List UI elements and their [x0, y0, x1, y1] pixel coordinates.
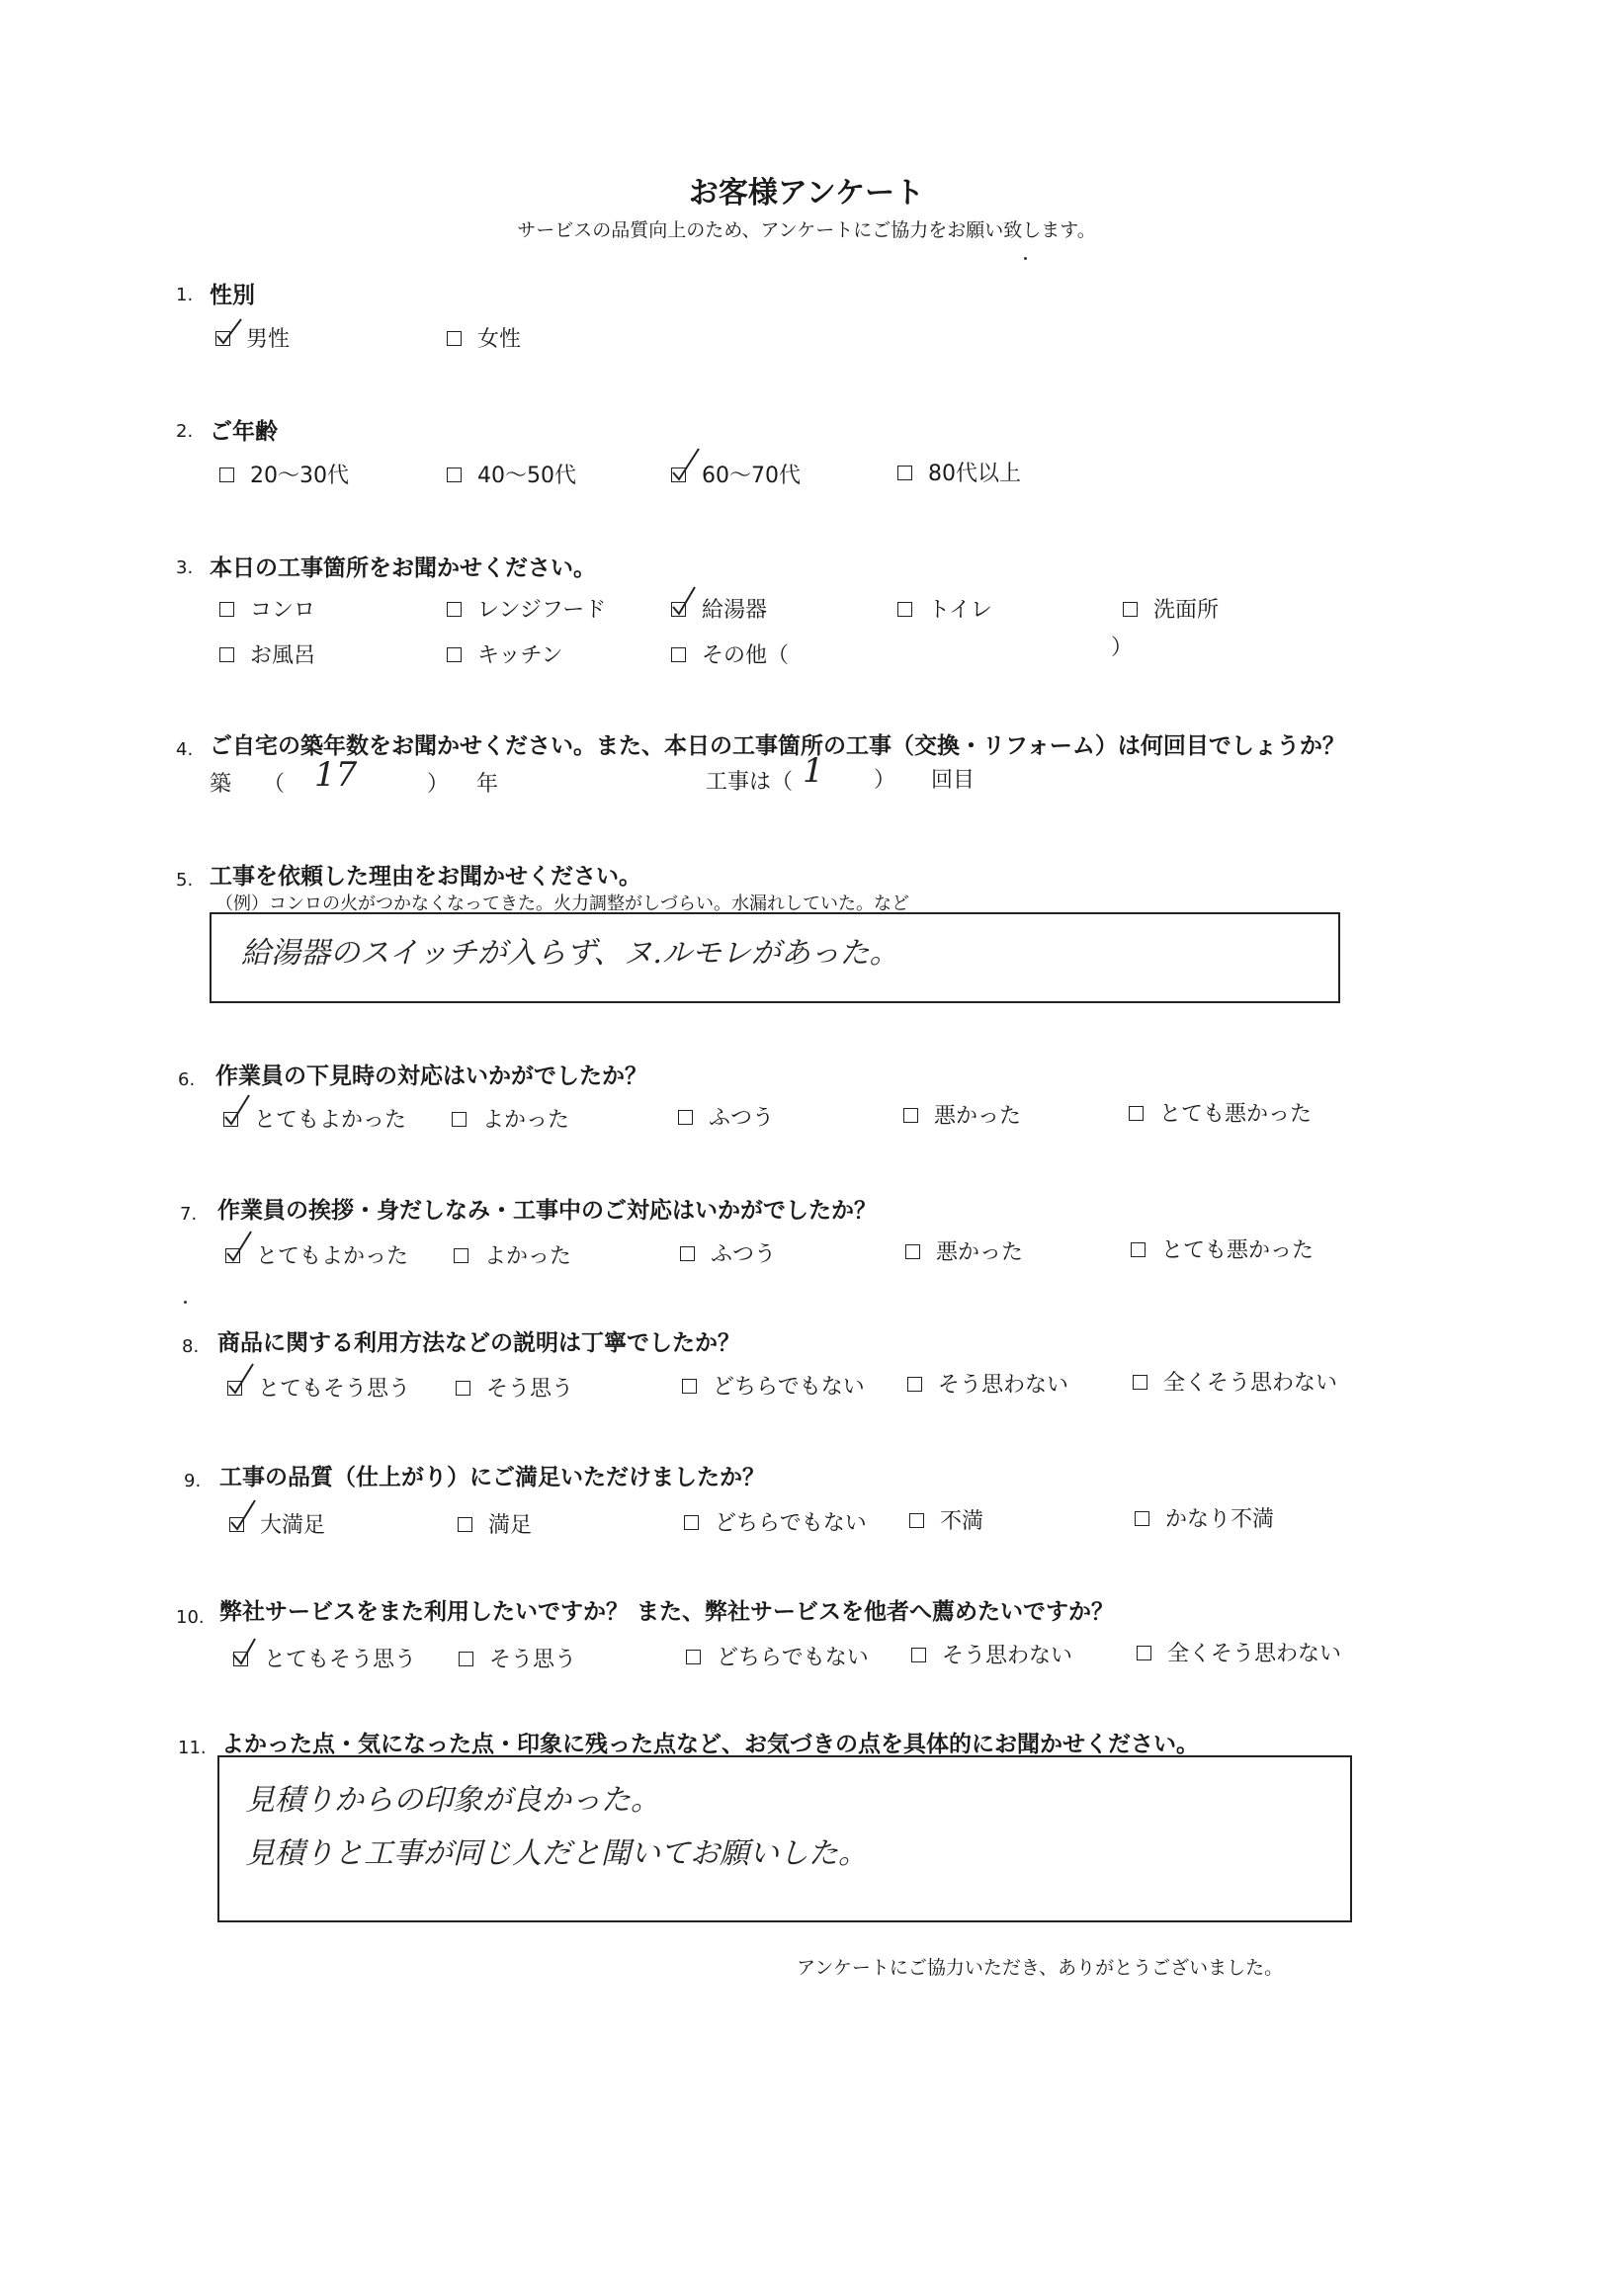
checkbox[interactable]	[903, 1108, 918, 1123]
q6-option-normal[interactable]: ふつう	[678, 1101, 774, 1132]
q1-number: 1.	[176, 285, 194, 305]
checkmark-icon	[231, 1637, 265, 1670]
checkbox[interactable]	[458, 1517, 472, 1532]
checkbox[interactable]	[219, 647, 234, 662]
q2-number: 2.	[176, 421, 194, 442]
q10-question: 弊社サービスをまた利用したいですか？ また、弊社サービスを他者へ薦めたいですか？	[219, 1599, 1115, 1625]
q6-number: 6.	[178, 1069, 196, 1090]
checkbox[interactable]	[219, 602, 234, 617]
checkbox[interactable]	[1131, 1242, 1146, 1257]
q8-option-neutral[interactable]: どちらでもない	[682, 1370, 865, 1401]
q4-nen-label: 年	[476, 772, 499, 797]
q3-option-other[interactable]: その他（	[671, 638, 789, 669]
scan-speck	[1024, 257, 1027, 260]
closing-message: アンケートにご協力いただき、ありがとうございました。	[797, 1957, 1284, 1979]
checkbox[interactable]	[684, 1515, 699, 1530]
q5-answer-box[interactable]	[210, 912, 1340, 1003]
q11-handwritten-line-2: 見積りと工事が同じ人だと聞いてお願いした。	[245, 1836, 868, 1871]
checkbox-checked[interactable]	[215, 331, 230, 346]
q7-option-normal[interactable]: ふつう	[680, 1237, 776, 1268]
q10-option-neutral[interactable]: どちらでもない	[686, 1641, 869, 1671]
checkbox[interactable]	[447, 331, 462, 346]
checkbox[interactable]	[447, 468, 462, 482]
checkbox[interactable]	[897, 466, 912, 480]
q4-number: 4.	[176, 739, 194, 760]
q2-option-40-50[interactable]: 40〜50代	[447, 459, 576, 489]
q8-question: 商品に関する利用方法などの説明は丁寧でしたか？	[217, 1330, 740, 1356]
q6-option-very-good[interactable]: とてもよかった	[223, 1103, 406, 1134]
q3-option-konro[interactable]: コンロ	[219, 593, 315, 624]
q5-number: 5.	[176, 870, 194, 891]
q5-question: 工事を依頼した理由をお聞かせください。	[210, 864, 641, 890]
q7-number: 7.	[180, 1204, 198, 1225]
checkbox[interactable]	[219, 468, 234, 482]
checkbox[interactable]	[1129, 1106, 1144, 1121]
checkbox[interactable]	[456, 1381, 470, 1396]
checkbox-checked[interactable]	[229, 1517, 244, 1532]
q3-option-toilet[interactable]: トイレ	[897, 593, 992, 624]
q11-question: よかった点・気になった点・印象に残った点など、お気づきの点を具体的にお聞かせください。	[221, 1732, 1199, 1757]
q5-handwritten-answer: 給湯器のスイッチが入らず、ヌ.ルモレがあった。	[241, 936, 899, 971]
q4-count-value[interactable]: 1	[803, 751, 824, 791]
checkmark-icon	[227, 1502, 261, 1536]
checkbox[interactable]	[909, 1513, 924, 1528]
q11-handwritten-line-1: 見積りからの印象が良かった。	[245, 1783, 660, 1818]
q7-option-very-bad[interactable]: とても悪かった	[1131, 1233, 1314, 1264]
q9-option-dissatisfied[interactable]: 不満	[909, 1504, 983, 1535]
checkbox[interactable]	[897, 602, 912, 617]
q3-option-range-hood[interactable]: レンジフード	[447, 593, 606, 624]
q6-option-good[interactable]: よかった	[452, 1103, 569, 1134]
q1-option-female[interactable]: 女性	[447, 322, 521, 353]
q7-option-very-good[interactable]: とてもよかった	[225, 1239, 408, 1270]
checkbox-checked[interactable]	[225, 1248, 240, 1263]
q8-option-disagree[interactable]: そう思わない	[907, 1368, 1068, 1399]
q6-question: 作業員の下見時の対応はいかがでしたか？	[215, 1063, 647, 1089]
q9-question: 工事の品質（仕上がり）にご満足いただけましたか？	[219, 1465, 765, 1490]
q8-option-agree[interactable]: そう思う	[456, 1372, 573, 1403]
checkbox-checked[interactable]	[671, 602, 686, 617]
q3-option-washroom[interactable]: 洗面所	[1123, 593, 1219, 624]
q5-example: （例）コンロの火がつかなくなってきた。火力調整がしづらい。水漏れしていた。など	[215, 893, 909, 914]
q2-option-80-plus[interactable]: 80代以上	[897, 457, 1021, 487]
q8-number: 8.	[182, 1336, 200, 1357]
q9-option-neutral[interactable]: どちらでもない	[684, 1506, 867, 1537]
q4-koji-label: 工事は（	[706, 770, 794, 795]
q3-question: 本日の工事箇所をお聞かせください。	[210, 555, 596, 581]
q7-option-good[interactable]: よかった	[454, 1239, 571, 1270]
checkbox[interactable]	[447, 647, 462, 662]
q2-option-20-30[interactable]: 20〜30代	[219, 459, 349, 489]
checkmark-icon	[669, 587, 703, 621]
checkbox-checked[interactable]	[671, 468, 686, 482]
survey-subtitle: サービスの品質向上のため、アンケートにご協力をお願い致します。	[517, 219, 1096, 241]
q4-close-paren-2: ）	[874, 768, 896, 793]
q3-option-water-heater[interactable]: 給湯器	[671, 593, 767, 624]
checkbox[interactable]	[907, 1377, 922, 1392]
checkbox[interactable]	[459, 1652, 473, 1666]
checkbox[interactable]	[678, 1110, 693, 1125]
q11-number: 11.	[178, 1738, 207, 1758]
checkbox[interactable]	[1137, 1646, 1151, 1660]
q1-question: 性別	[210, 283, 255, 308]
checkbox[interactable]	[1123, 602, 1138, 617]
q3-option-bath[interactable]: お風呂	[219, 638, 315, 669]
q7-question: 作業員の挨拶・身だしなみ・工事中のご対応はいかがでしたか？	[217, 1198, 877, 1224]
checkbox[interactable]	[682, 1379, 697, 1394]
checkbox-checked[interactable]	[223, 1112, 238, 1127]
checkbox[interactable]	[447, 602, 462, 617]
q3-other-close-paren: ）	[1111, 636, 1134, 660]
checkmark-icon	[669, 453, 703, 486]
checkmark-icon	[221, 1097, 255, 1131]
q4-question: ご自宅の築年数をお聞かせください。また、本日の工事箇所の工事（交換・リフォーム）は何回目でしょうか？	[210, 733, 1345, 759]
q9-option-very-satisfied[interactable]: 大満足	[229, 1508, 325, 1539]
checkbox[interactable]	[452, 1112, 467, 1127]
q4-open-paren: （	[263, 772, 286, 797]
checkbox[interactable]	[671, 647, 686, 662]
q2-question: ご年齢	[210, 419, 278, 445]
q6-option-bad[interactable]: 悪かった	[903, 1099, 1021, 1130]
q10-option-strongly-agree[interactable]: とてもそう思う	[233, 1643, 416, 1673]
q1-option-male[interactable]: 男性	[215, 322, 290, 353]
checkbox[interactable]	[1135, 1511, 1149, 1526]
survey-title: お客様アンケート	[688, 176, 925, 211]
checkmark-icon	[213, 316, 247, 350]
checkbox[interactable]	[905, 1244, 920, 1259]
q6-option-very-bad[interactable]: とても悪かった	[1129, 1097, 1312, 1128]
scan-speck	[184, 1301, 187, 1304]
checkmark-icon	[223, 1233, 257, 1267]
q9-option-very-dissatisfied[interactable]: かなり不満	[1135, 1502, 1274, 1533]
checkbox-checked[interactable]	[233, 1652, 248, 1666]
checkbox-checked[interactable]	[227, 1381, 242, 1396]
checkbox[interactable]	[686, 1650, 701, 1664]
q4-kaime-label: 回目	[931, 768, 976, 793]
q11-answer-box[interactable]	[217, 1755, 1352, 1922]
q3-number: 3.	[176, 557, 194, 578]
q8-option-strongly-agree[interactable]: とてもそう思う	[227, 1372, 410, 1403]
checkbox[interactable]	[1133, 1375, 1147, 1390]
checkbox[interactable]	[911, 1648, 926, 1662]
q9-option-satisfied[interactable]: 満足	[458, 1508, 532, 1539]
q7-option-bad[interactable]: 悪かった	[905, 1235, 1023, 1266]
q10-option-disagree[interactable]: そう思わない	[911, 1639, 1072, 1669]
q4-chiku-label: 築	[210, 772, 232, 797]
checkbox[interactable]	[680, 1246, 695, 1261]
q8-option-strongly-disagree[interactable]: 全くそう思わない	[1133, 1366, 1337, 1397]
q10-option-agree[interactable]: そう思う	[459, 1643, 576, 1673]
q10-option-strongly-disagree[interactable]: 全くそう思わない	[1137, 1637, 1341, 1667]
q10-number: 10.	[176, 1607, 205, 1628]
checkmark-icon	[225, 1366, 259, 1400]
q2-option-60-70[interactable]: 60〜70代	[671, 459, 801, 489]
q3-option-kitchen[interactable]: キッチン	[447, 638, 562, 669]
checkbox[interactable]	[454, 1248, 468, 1263]
q9-number: 9.	[184, 1471, 202, 1491]
q4-close-paren: ）	[427, 772, 450, 797]
q4-years-value[interactable]: 17	[314, 755, 358, 795]
